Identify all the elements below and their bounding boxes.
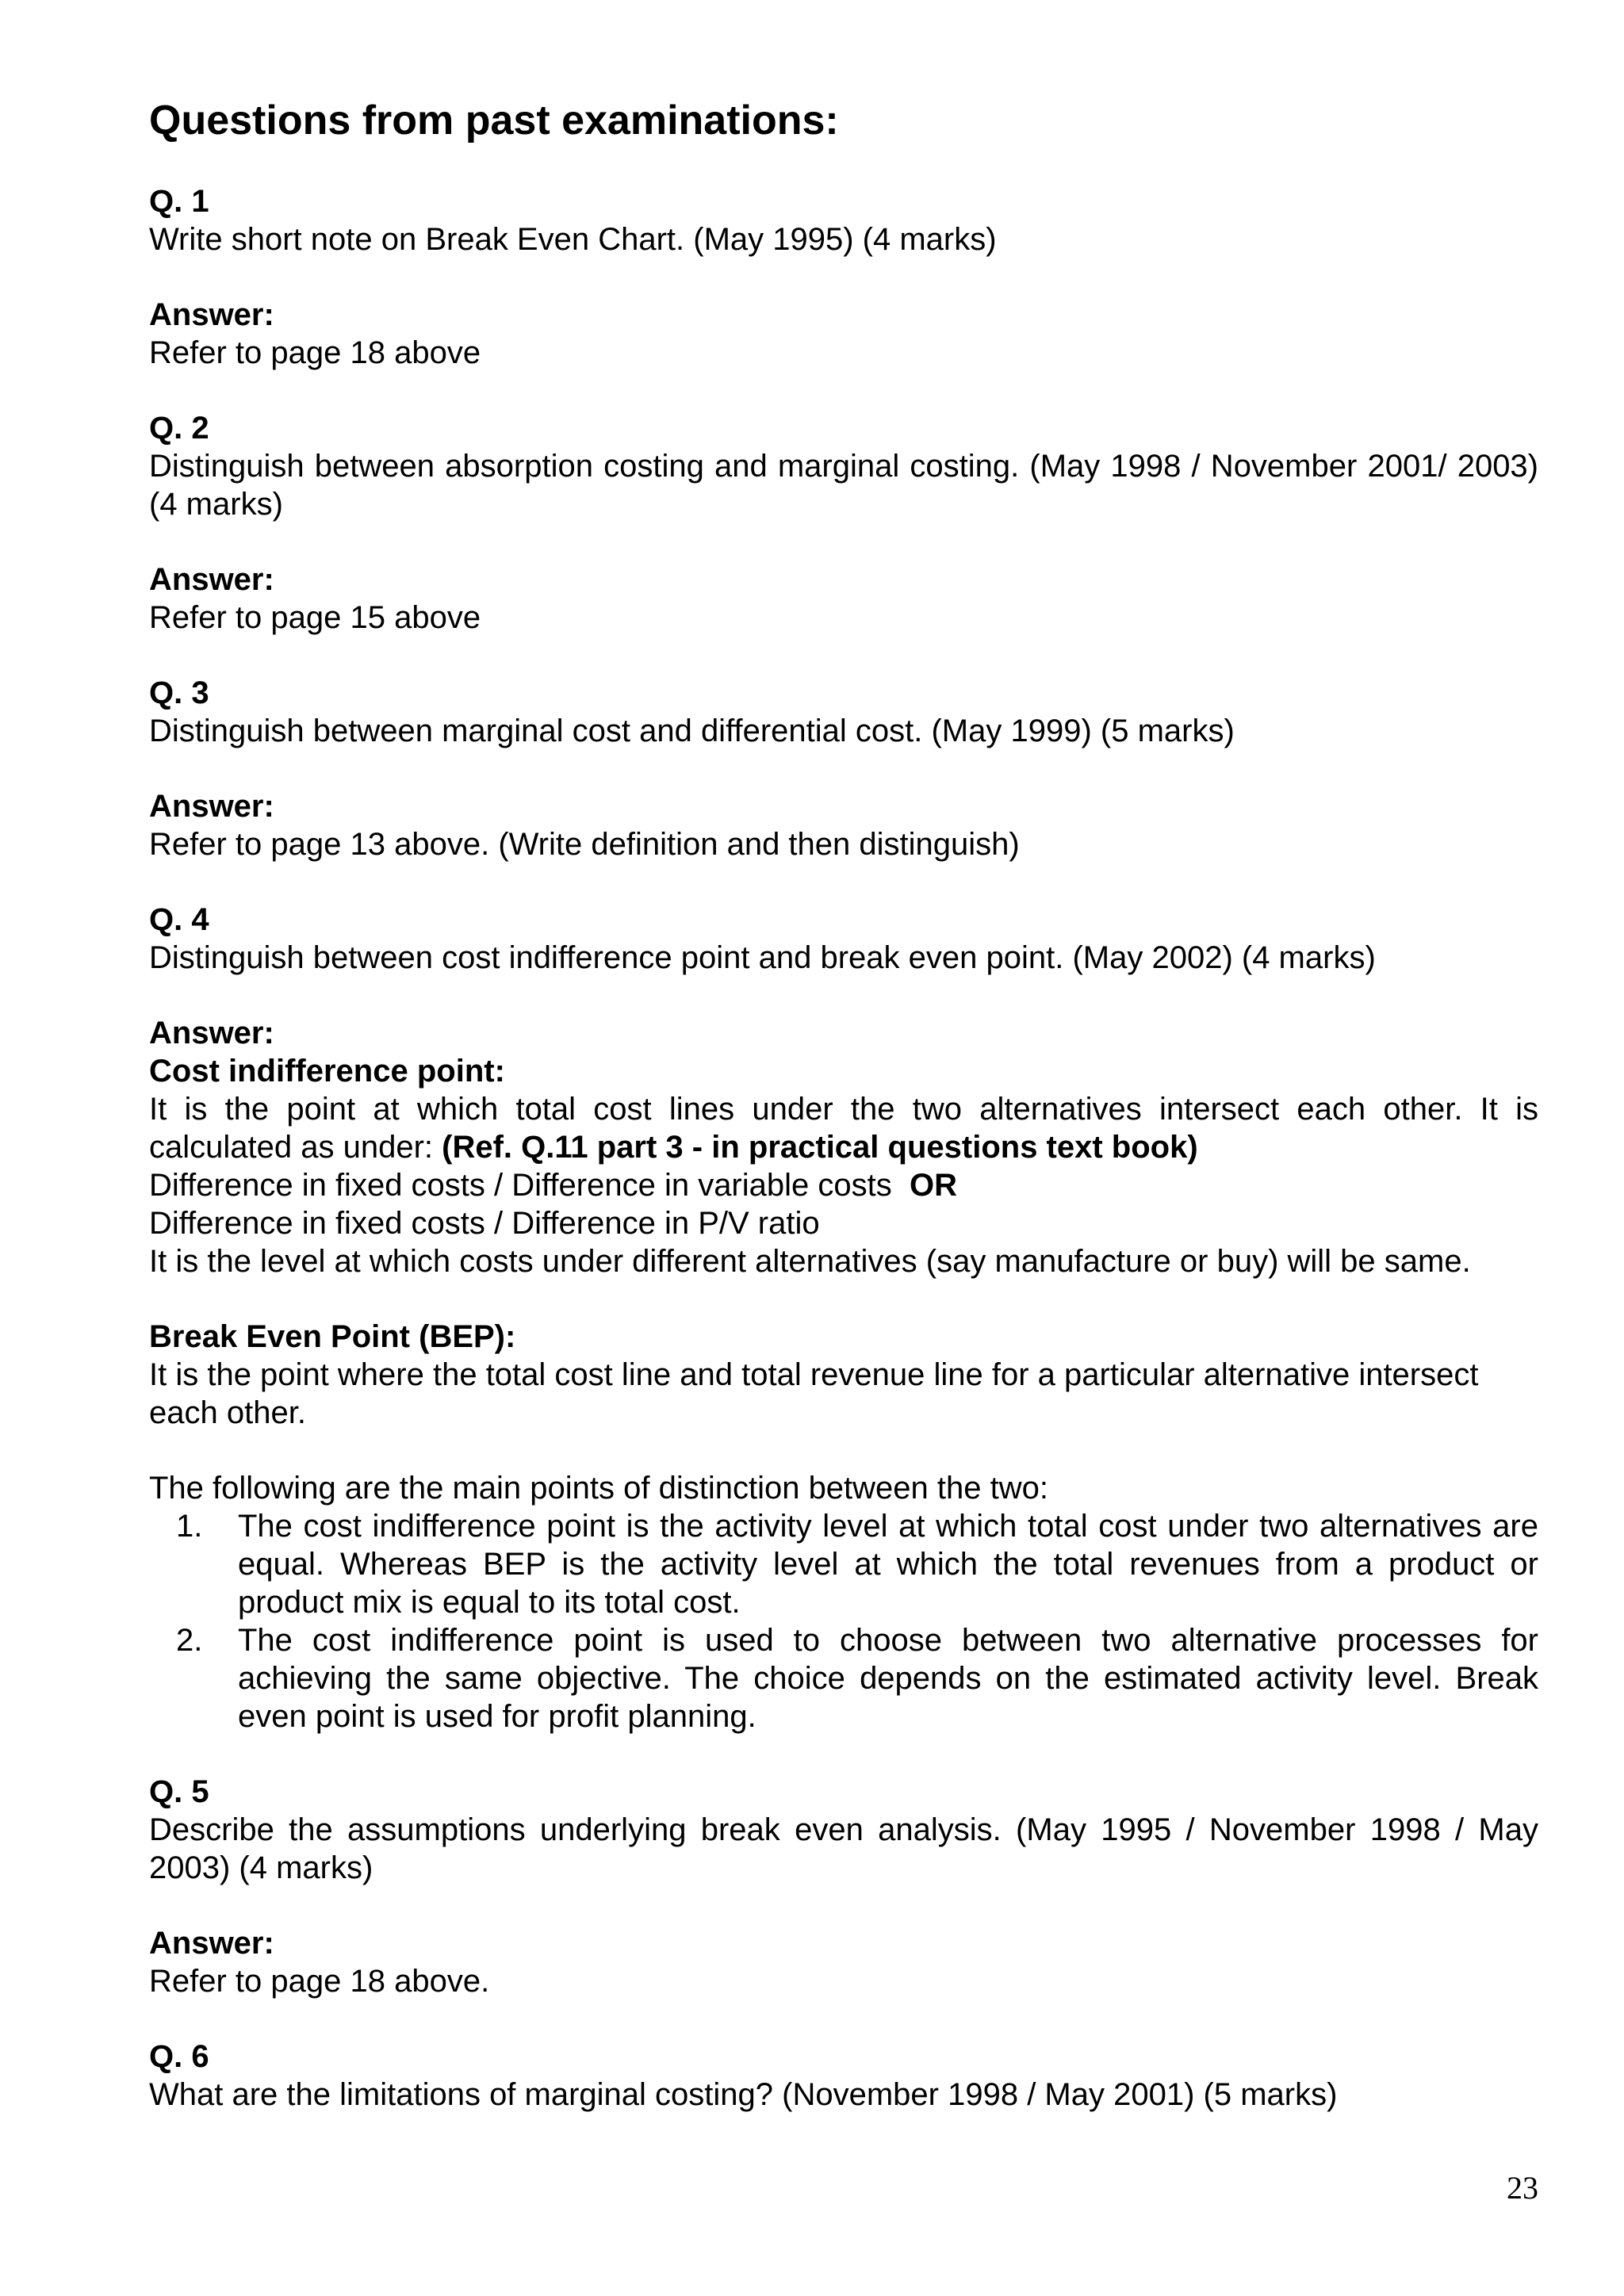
cip-formula-1 — [149, 1166, 1538, 1204]
question-text: Distinguish between cost indifference point and break even point. (May 2002) (4 marks) — [149, 940, 1376, 975]
document-page — [149, 94, 1538, 2151]
list-item-text: The cost indifference point is the activity level at which total cost under two alternatives are equal. Whereas BEP is the activity level at which the total revenues from a product or product mix is equal to its total cost. — [238, 1509, 1538, 1620]
list-item-text: The cost indifference point is used to choose between two alternative processes for achieving the same objective. The choice depends on the estimated activity level. Break even point is used for profit planning. — [238, 1623, 1538, 1734]
question-label: Q. 5 — [149, 1774, 209, 1809]
answer-text: Refer to page 18 above. — [149, 1964, 490, 1999]
cip-formula-2: Difference in fixed costs / Difference in P/V ratio — [149, 1206, 820, 1241]
question-text: Describe the assumptions underlying break even analysis. (May 1995 / November 1998 / May 2003) (4 marks) — [149, 1812, 1538, 1885]
question-1 — [149, 182, 1538, 258]
question-2 — [149, 409, 1538, 523]
answer-label: Answer: — [149, 1926, 274, 1961]
question-label: Q. 3 — [149, 675, 209, 710]
cip-level: It is the level at which costs under different alternatives (say manufacture or buy) will be same. — [149, 1244, 1471, 1279]
cip-heading: Cost indifference point: — [149, 1054, 505, 1089]
answer-text: Refer to page 15 above — [149, 600, 481, 635]
question-3 — [149, 674, 1538, 750]
question-5 — [149, 1773, 1538, 1887]
answer-label: Answer: — [149, 789, 274, 824]
list-item — [176, 1621, 1538, 1735]
answer-text: Refer to page 13 above. (Write definition and then distinguish) — [149, 827, 1020, 862]
distinction-intro: The following are the main points of distinction between the two: — [149, 1471, 1048, 1506]
question-text: Write short note on Break Even Chart. (May 1995) (4 marks) — [149, 222, 997, 257]
answer-label: Answer: — [149, 1016, 274, 1050]
answer-label: Answer: — [149, 297, 274, 332]
page-title — [149, 94, 1538, 147]
question-text: Distinguish between absorption costing and marginal costing. (May 1998 / November 2001/ 2003) (4 marks) — [149, 449, 1538, 522]
page-number: 23 — [1507, 2170, 1538, 2206]
page-title-suffix: : — [825, 98, 839, 144]
question-text: Distinguish between marginal cost and differential cost. (May 1999) (5 marks) — [149, 714, 1235, 748]
list-item-number: 1. — [176, 1509, 203, 1544]
question-label: Q. 4 — [149, 902, 209, 937]
answer-1 — [149, 296, 1538, 372]
question-label: Q. 1 — [149, 184, 209, 219]
question-label: Q. 2 — [149, 411, 209, 446]
formula-1-text: Difference in fixed costs / Difference in variable costs — [149, 1168, 910, 1203]
page-title-bold: Questions from past examinations — [149, 98, 825, 144]
question-text: What are the limitations of marginal costing? (November 1998 / May 2001) (5 marks) — [149, 2077, 1338, 2112]
bep-heading: Break Even Point (BEP): — [149, 1319, 516, 1354]
cip-text: It is the point at which total cost lines under the two alternatives intersect each other. It is calculated as under: — [149, 1092, 1538, 1165]
question-4 — [149, 901, 1538, 977]
answer-2 — [149, 561, 1538, 637]
list-item — [176, 1507, 1538, 1621]
question-label: Q. 6 — [149, 2039, 209, 2074]
answer-4 — [149, 1014, 1538, 1735]
cip-definition — [149, 1090, 1538, 1166]
list-item-number: 2. — [176, 1623, 203, 1658]
answer-text: Refer to page 18 above — [149, 335, 481, 370]
question-6 — [149, 2038, 1538, 2114]
answer-label: Answer: — [149, 562, 274, 597]
bep-definition: It is the point where the total cost line and total revenue line for a particular alternative intersect each other. — [149, 1357, 1479, 1430]
answer-3 — [149, 787, 1538, 863]
formula-or: OR — [909, 1168, 957, 1203]
answer-5 — [149, 1924, 1538, 2000]
distinction-list — [149, 1507, 1538, 1735]
cip-reference: (Ref. Q.11 part 3 - in practical questions text book) — [442, 1130, 1198, 1165]
